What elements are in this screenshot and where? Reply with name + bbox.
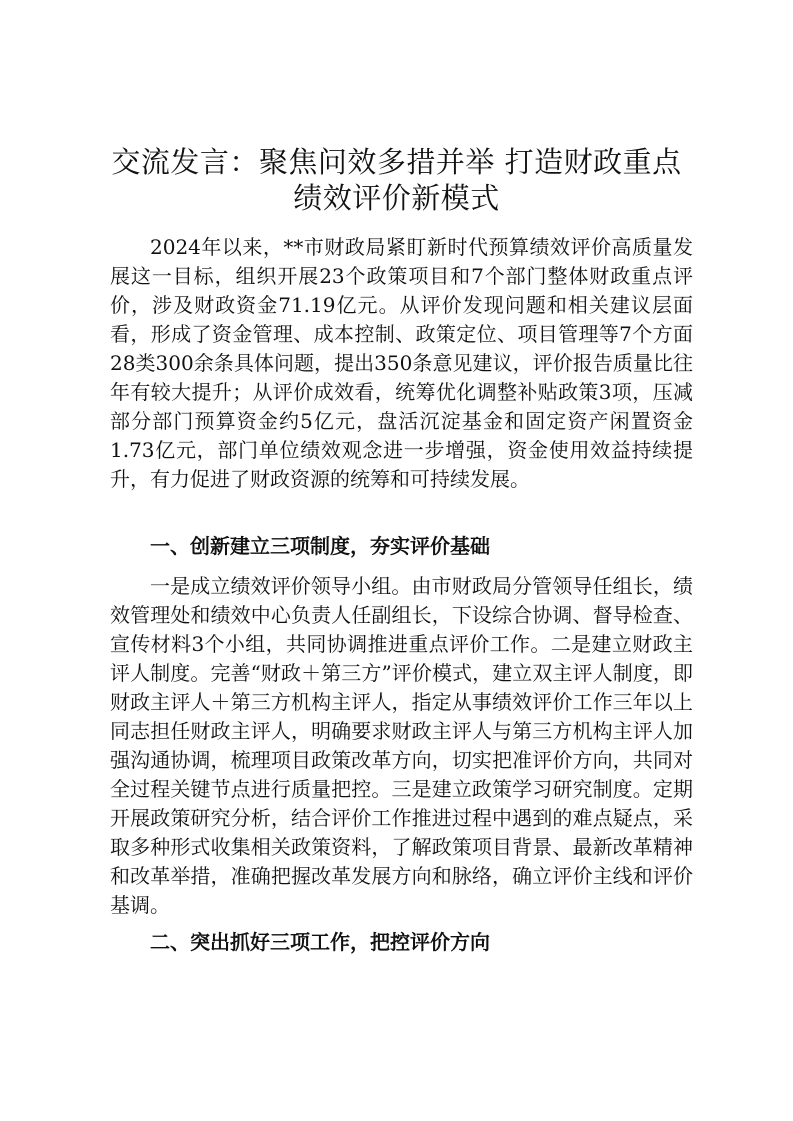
intro-paragraph: 2024年以来，**市财政局紧盯新时代预算绩效评价高质量发展这一目标，组织开展23个政策项目和7个部门整体财政重点评价，涉及财政资金71.19亿元。从评价发现问题和相关建议层面看，形成了资金管理、成本控制、政策定位、项目管理等7个方面28类300余条具体问题，提出350条意见建议，评价报告质量比往年有较大提升；从评价成效看，统筹优化调整补贴政策3项，压减部分部门预算资金约5亿元，盘活沉淀基金和固定资产闲置资金1.73亿元，部门单位绩效观念进一步增强，资金使用效益持续提升，有力促进了财政资源的统筹和可持续发展。: [110, 235, 693, 491]
section-heading-1: 一、创新建立三项制度，夯实评价基础: [150, 534, 490, 558]
section-1-paragraph: 一是成立绩效评价领导小组。由市财政局分管领导任组长，绩效管理处和绩效中心负责人任副组长，下设综合协调、督导检查、宣传材料3个小组，共同协调推进重点评价工作。二是建立财政主评人制度。完善“财政＋第三方”评价模式，建立双主评人制度，即财政主评人＋第三方机构主评人，指定从事绩效评价工作三年以上同志担任财政主评人，明确要求财政主评人与第三方机构主评人加强沟通协调，梳理项目政策改革方向，切实把准评价方向，共同对全过程关键节点进行质量把控。三是建立政策学习研究制度。定期开展政策研究分析，结合评价工作推进过程中遇到的难点疑点，采取多种形式收集相关政策资料，了解政策项目背景、最新改革精神和改革举措，准确把握改革发展方向和脉络，确立评价主线和评价基调。: [110, 574, 693, 917]
section-heading-2: 二、突出抓好三项工作，把控评价方向: [150, 930, 490, 954]
document-title-line-1: 交流发言：聚焦问效多措并举 打造财政重点: [111, 145, 682, 179]
document-title-line-2: 绩效评价新模式: [293, 181, 500, 215]
